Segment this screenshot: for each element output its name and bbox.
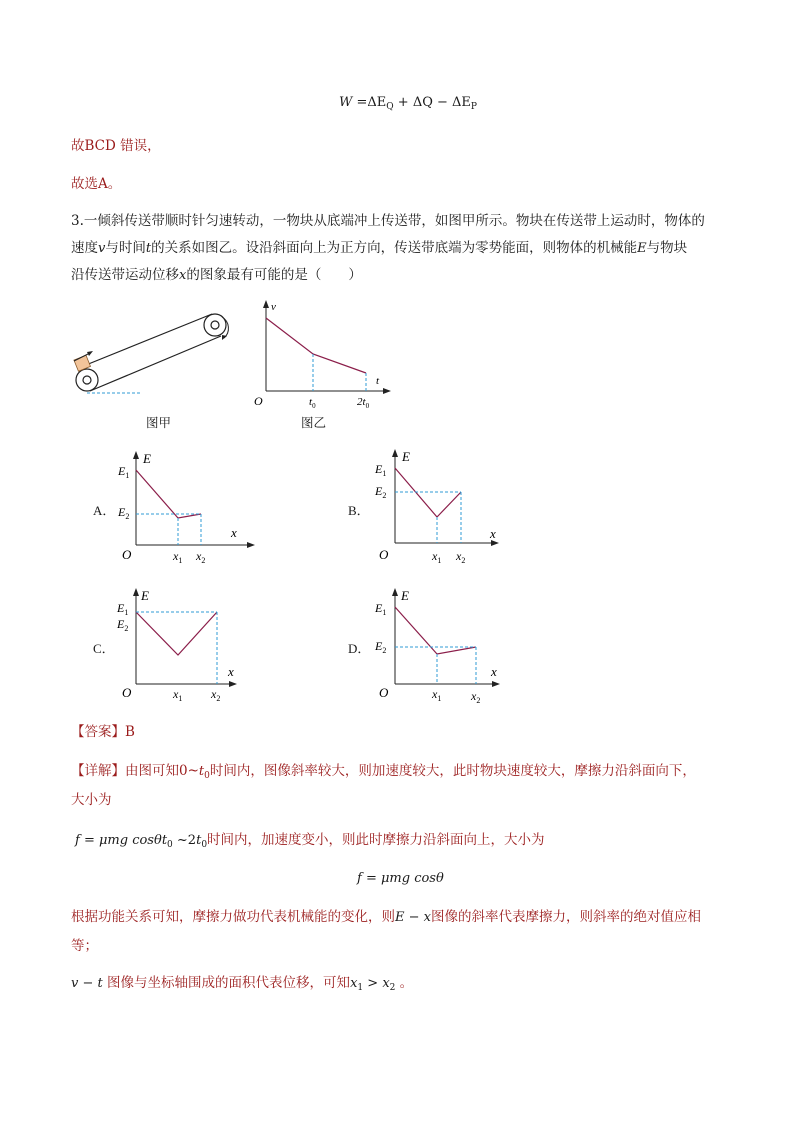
d7-t: t — [97, 976, 103, 991]
d5-dash: − — [404, 910, 424, 925]
d7-x2: x — [382, 976, 390, 991]
detail-line-1 — [71, 761, 696, 786]
d1-a: 由图可知0~ — [125, 763, 199, 779]
detail-tag: 【详解】 — [71, 763, 125, 779]
d3-t0: t — [161, 833, 168, 848]
detail-line-6: 等； — [71, 938, 98, 954]
origin-label: O — [122, 547, 132, 562]
e-axis-label: E — [402, 449, 410, 464]
question-line-1: 3.一倾斜传送带顺时针匀速转动，一物块从底端冲上传送带，如图甲所示。物块在传送带上运动时，物体的 — [71, 213, 705, 229]
detail-line-5 — [71, 907, 701, 928]
formula-sub-p: P — [470, 102, 477, 112]
d1-b: 时间内，图像斜率较大，则加速度较大，此时物块速度较大，摩擦力沿斜面向下， — [209, 763, 696, 779]
question-line-2 — [71, 238, 687, 259]
option-b-graph — [372, 446, 517, 568]
formula-sub-q: Q — [386, 102, 394, 112]
q2-d: 与物块 — [646, 240, 688, 256]
x-axis-label: x — [491, 664, 497, 679]
x2-label: $x_2$ — [196, 549, 206, 565]
origin-label: O — [379, 685, 389, 700]
option-a-graph — [113, 448, 258, 568]
x1-label: $x_1$ — [173, 687, 183, 703]
origin-label: O — [379, 547, 389, 562]
detail-line-4-formula: f = μmg cosθ — [357, 871, 444, 886]
d1-t0: t — [198, 764, 205, 779]
d5-e: E — [395, 910, 405, 925]
e1-label: $E_1$ — [375, 462, 387, 478]
x2-label: $x_2$ — [456, 549, 466, 565]
q2-t: t — [145, 241, 152, 256]
2t0-label: $2t_0$ — [357, 396, 370, 410]
q3-a: 沿传送带运动位移 — [71, 267, 179, 283]
e2-label: $E_2$ — [375, 484, 387, 500]
origin-label: O — [254, 394, 263, 408]
d3-formula: f = μmg cosθ — [75, 833, 162, 848]
option-d-letter: D． — [348, 641, 371, 656]
figure-jia-conveyor — [64, 305, 244, 405]
d7-end: 。 — [395, 975, 414, 991]
x-axis-label: x — [228, 664, 234, 679]
q2-e: E — [637, 241, 647, 256]
d3-mid: ~2 — [172, 833, 197, 848]
option-c-graph — [113, 585, 258, 705]
answer-tag: 【答案】 — [71, 724, 125, 740]
q2-b: 与时间 — [105, 240, 146, 256]
d1-t0-sub: 0 — [204, 771, 210, 781]
e-axis-label: E — [401, 588, 409, 603]
e-axis-label: E — [141, 588, 149, 603]
x2-label: $x_2$ — [471, 689, 481, 705]
figure-yi-caption: 图乙 — [301, 415, 327, 430]
t0-label: $t_0$ — [309, 396, 316, 410]
option-b-letter: B． — [348, 503, 370, 518]
d5-b: 图像的斜率代表摩擦力，则斜率的绝对值应相 — [431, 909, 702, 925]
e-axis-label: E — [143, 451, 151, 466]
e2-label: $E_2$ — [117, 617, 129, 633]
x2-label: $x_2$ — [211, 687, 221, 703]
option-c-letter: C． — [93, 641, 115, 656]
d5-x: x — [423, 910, 432, 925]
detail-line-7 — [71, 973, 413, 998]
e1-label: $E_1$ — [117, 601, 129, 617]
formula-part1: =ΔE — [352, 95, 387, 110]
question-line-3 — [71, 265, 362, 286]
d7-gt: > — [363, 976, 383, 991]
q2-c: 的关系如图乙。设沿斜面向上为正方向，传送带底端为零势能面，则物体的机械能 — [151, 240, 638, 256]
x1-label: $x_1$ — [173, 549, 183, 565]
d7-x1-sub: 1 — [357, 983, 364, 993]
d3-t0-sub: 0 — [167, 840, 173, 850]
detail-line-3 — [75, 830, 545, 855]
e2-label: $E_2$ — [375, 639, 387, 655]
d7-a: 图像与坐标轴围成的面积代表位移，可知 — [102, 975, 351, 991]
q2-a: 速度 — [71, 240, 98, 256]
conclusion-line-1: 故BCD 错误， — [71, 138, 161, 154]
d3-t0b: t — [196, 833, 202, 848]
x-axis-label: x — [231, 525, 237, 540]
q3-b: 的图象最有可能的是（ ） — [186, 267, 362, 283]
q3-x: x — [179, 268, 187, 283]
d7-v: v — [71, 976, 79, 991]
d7-x2-sub: 2 — [389, 983, 396, 993]
option-d-graph — [372, 585, 517, 705]
origin-label: O — [122, 685, 132, 700]
answer-value: B — [125, 724, 135, 740]
formula-part2: + ΔQ − ΔE — [393, 95, 471, 110]
figure-jia-caption: 图甲 — [146, 415, 172, 430]
x-axis-label: x — [490, 526, 496, 541]
x1-label: $x_1$ — [432, 687, 442, 703]
x1-label: $x_1$ — [432, 549, 442, 565]
e1-label: $E_1$ — [375, 601, 387, 617]
e1-label: $E_1$ — [118, 464, 130, 480]
answer-line — [71, 722, 135, 742]
t-axis-label: t — [376, 375, 380, 387]
d3-text: 时间内，加速度变小，则此时摩擦力沿斜面向上，大小为 — [207, 832, 545, 848]
q2-v: v — [98, 241, 106, 256]
e2-label: $E_2$ — [118, 505, 130, 521]
d7-dash: − — [78, 976, 98, 991]
d3-t0b-sub: 0 — [201, 840, 208, 850]
top-formula — [339, 95, 477, 112]
detail-line-2: 大小为 — [71, 792, 112, 808]
option-a-letter: A． — [93, 503, 116, 518]
v-axis-label: v — [271, 301, 276, 313]
d7-x1: x — [350, 976, 358, 991]
formula-w: W — [339, 95, 353, 110]
conclusion-line-2: 故选A。 — [71, 176, 122, 192]
figure-yi-vt-graph — [245, 298, 395, 413]
d5-a: 根据功能关系可知，摩擦力做功代表机械能的变化，则 — [71, 909, 395, 925]
